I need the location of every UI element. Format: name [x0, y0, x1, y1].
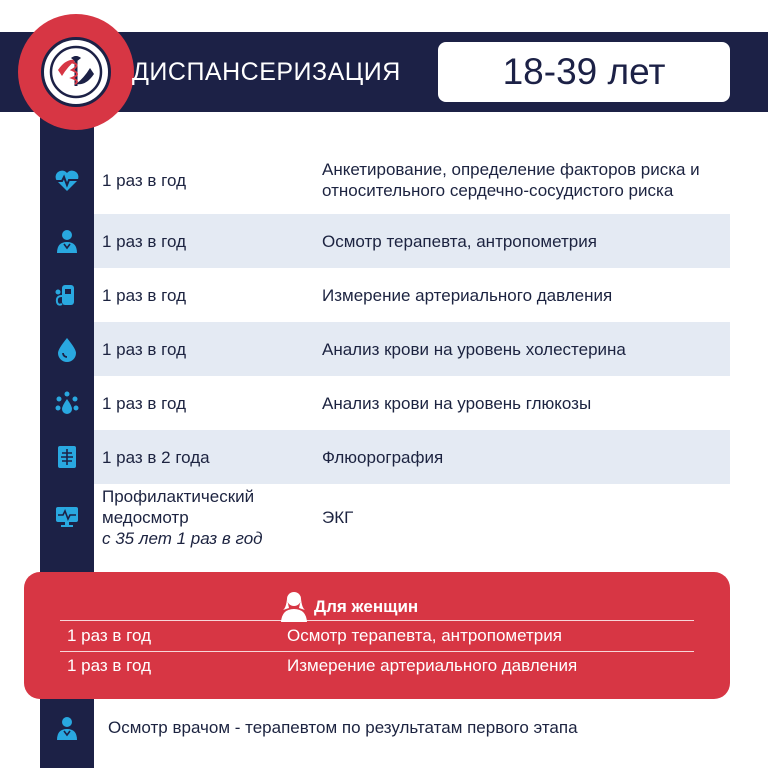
woman-icon [278, 588, 310, 622]
women-row-frequency: 1 раз в год [67, 656, 151, 675]
blood-pressure-icon [52, 280, 82, 310]
age-range-badge: 18-39 лет [438, 42, 730, 102]
divider [60, 620, 694, 621]
table-row [94, 484, 730, 550]
table-row [94, 376, 730, 430]
glucose-test-icon [52, 388, 82, 418]
logo [18, 14, 134, 130]
heart-pulse-icon [52, 166, 82, 196]
table-row [94, 322, 730, 376]
row-description: Анализ крови на уровень глюкозы [322, 393, 592, 413]
row-description: Анализ крови на уровень холестерина [322, 339, 626, 359]
footer-note: Осмотр врачом - терапевтом по результатам первого этапа [108, 718, 578, 737]
doctor-icon [52, 226, 82, 256]
row-frequency: 1 раз в год [102, 285, 186, 305]
table-row [94, 430, 730, 484]
row-description: Осмотр терапевта, антропометрия [322, 231, 597, 251]
row-frequency: 1 раз в 2 года [102, 447, 210, 467]
divider [60, 651, 694, 652]
row-description: Флюорография [322, 447, 444, 467]
row-description: ЭКГ [322, 507, 354, 527]
table-row [94, 146, 730, 214]
row-frequency [102, 484, 312, 550]
table-row [94, 268, 730, 322]
women-section-title: Для женщин [314, 597, 419, 616]
ecg-monitor-icon [52, 502, 82, 532]
row-frequency: 1 раз в год [102, 170, 186, 190]
xray-icon [52, 442, 82, 472]
women-section [24, 572, 730, 699]
row-frequency-main: Профилактический медосмотр [102, 486, 255, 527]
row-frequency: 1 раз в год [102, 231, 186, 251]
women-row-description: Измерение артериального давления [287, 656, 578, 675]
page-title: ДИСПАНСЕРИЗАЦИЯ [132, 58, 401, 86]
row-description: Анкетирование, определение факторов риска и относительного сердечно-сосудистого риска [322, 160, 700, 200]
row-description: Измерение артериального давления [322, 285, 613, 305]
row-frequency: 1 раз в год [102, 339, 186, 359]
blood-drop-icon [52, 334, 82, 364]
medical-emblem-icon [41, 37, 111, 107]
women-row-description: Осмотр терапевта, антропометрия [287, 626, 562, 645]
row-frequency: 1 раз в год [102, 393, 186, 413]
row-frequency-note: с 35 лет 1 раз в год [102, 528, 263, 548]
table-row [94, 214, 730, 268]
women-row-frequency: 1 раз в год [67, 626, 151, 645]
doctor-icon [52, 713, 82, 743]
